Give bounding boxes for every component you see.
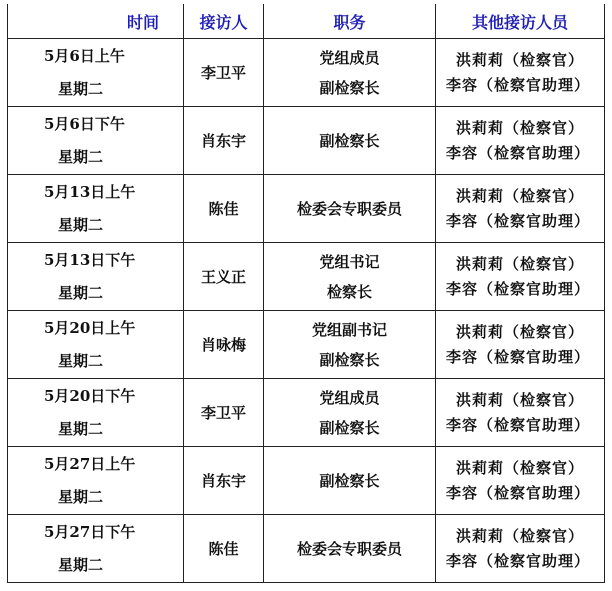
position-text: 副检察长 bbox=[319, 131, 380, 150]
header-time: 时间 bbox=[8, 4, 184, 39]
other-receivers-cell bbox=[436, 447, 605, 515]
position-cell bbox=[264, 311, 436, 379]
receiver-name: 肖咏梅 bbox=[184, 311, 264, 379]
date-text: 5月27日下午 bbox=[44, 522, 136, 541]
position-cell bbox=[264, 39, 436, 107]
weekday-text: 星期二 bbox=[58, 351, 104, 370]
position-cell bbox=[264, 447, 436, 515]
table-row bbox=[8, 39, 605, 107]
other-receiver-1: 洪莉莉（检察官） bbox=[455, 526, 584, 545]
other-receiver-1: 洪莉莉（检察官） bbox=[455, 254, 584, 273]
header-receiver: 接访人 bbox=[184, 4, 264, 39]
time-cell bbox=[8, 515, 184, 583]
time-cell bbox=[8, 107, 184, 175]
date-text: 5月13日上午 bbox=[44, 182, 136, 201]
time-cell bbox=[8, 175, 184, 243]
receiver-name: 陈佳 bbox=[184, 515, 264, 583]
other-receiver-1: 洪莉莉（检察官） bbox=[455, 186, 584, 205]
other-receiver-2: 李容（检察官助理） bbox=[446, 75, 591, 94]
position-text: 检委会专职委员 bbox=[296, 199, 402, 218]
table-row bbox=[8, 175, 605, 243]
date-text: 5月6日上午 bbox=[44, 46, 125, 65]
other-receiver-2: 李容（检察官助理） bbox=[446, 211, 591, 230]
date-text: 5月13日下午 bbox=[44, 250, 136, 269]
receiver-name: 李卫平 bbox=[184, 379, 264, 447]
other-receivers-cell bbox=[436, 379, 605, 447]
time-cell bbox=[8, 39, 184, 107]
table-row bbox=[8, 515, 605, 583]
table-row bbox=[8, 311, 605, 379]
time-cell bbox=[8, 447, 184, 515]
other-receiver-2: 李容（检察官助理） bbox=[446, 483, 591, 502]
position-text: 副检察长 bbox=[319, 418, 380, 437]
position-text: 副检察长 bbox=[319, 78, 380, 97]
position-text: 检委会专职委员 bbox=[296, 539, 402, 558]
table-row bbox=[8, 447, 605, 515]
table-body bbox=[8, 39, 605, 583]
date-text: 5月6日下午 bbox=[44, 114, 125, 133]
weekday-text: 星期二 bbox=[58, 283, 104, 302]
table-row bbox=[8, 107, 605, 175]
header-position: 职务 bbox=[264, 4, 436, 39]
other-receiver-1: 洪莉莉（检察官） bbox=[455, 50, 584, 69]
receiver-name: 李卫平 bbox=[184, 39, 264, 107]
position-text: 副检察长 bbox=[319, 471, 380, 490]
other-receiver-1: 洪莉莉（检察官） bbox=[455, 390, 584, 409]
table-row bbox=[8, 379, 605, 447]
receiver-name: 肖东宇 bbox=[184, 107, 264, 175]
weekday-text: 星期二 bbox=[58, 419, 104, 438]
receiver-name: 肖东宇 bbox=[184, 447, 264, 515]
receiver-name: 王义正 bbox=[184, 243, 264, 311]
position-cell bbox=[264, 175, 436, 243]
receiver-name: 陈佳 bbox=[184, 175, 264, 243]
position-cell bbox=[264, 107, 436, 175]
other-receivers-cell bbox=[436, 175, 605, 243]
other-receivers-cell bbox=[436, 39, 605, 107]
other-receiver-2: 李容（检察官助理） bbox=[446, 347, 591, 366]
time-cell bbox=[8, 379, 184, 447]
weekday-text: 星期二 bbox=[58, 215, 104, 234]
time-cell bbox=[8, 243, 184, 311]
other-receiver-2: 李容（检察官助理） bbox=[446, 415, 591, 434]
position-cell bbox=[264, 243, 436, 311]
position-cell bbox=[264, 515, 436, 583]
position-text: 副检察长 bbox=[319, 350, 380, 369]
weekday-text: 星期二 bbox=[58, 147, 104, 166]
other-receiver-1: 洪莉莉（检察官） bbox=[455, 322, 584, 341]
reception-schedule-table bbox=[7, 4, 605, 583]
position-text: 党组副书记 bbox=[311, 320, 387, 339]
other-receiver-1: 洪莉莉（检察官） bbox=[455, 458, 584, 477]
position-cell bbox=[264, 379, 436, 447]
other-receivers-cell bbox=[436, 107, 605, 175]
header-row bbox=[8, 4, 605, 39]
other-receivers-cell bbox=[436, 515, 605, 583]
date-text: 5月27日上午 bbox=[44, 454, 136, 473]
weekday-text: 星期二 bbox=[58, 555, 104, 574]
other-receiver-2: 李容（检察官助理） bbox=[446, 279, 591, 298]
position-text: 党组成员 bbox=[319, 48, 380, 67]
position-text: 党组书记 bbox=[319, 252, 380, 271]
weekday-text: 星期二 bbox=[58, 79, 104, 98]
other-receiver-2: 李容（检察官助理） bbox=[446, 143, 591, 162]
other-receivers-cell bbox=[436, 311, 605, 379]
table-row bbox=[8, 243, 605, 311]
header-others: 其他接访人员 bbox=[436, 4, 605, 39]
date-text: 5月20日下午 bbox=[44, 386, 136, 405]
other-receiver-2: 李容（检察官助理） bbox=[446, 551, 591, 570]
position-text: 党组成员 bbox=[319, 388, 380, 407]
position-text: 检察长 bbox=[326, 282, 372, 301]
weekday-text: 星期二 bbox=[58, 487, 104, 506]
other-receiver-1: 洪莉莉（检察官） bbox=[455, 118, 584, 137]
date-text: 5月20日上午 bbox=[44, 318, 136, 337]
other-receivers-cell bbox=[436, 243, 605, 311]
time-cell bbox=[8, 311, 184, 379]
